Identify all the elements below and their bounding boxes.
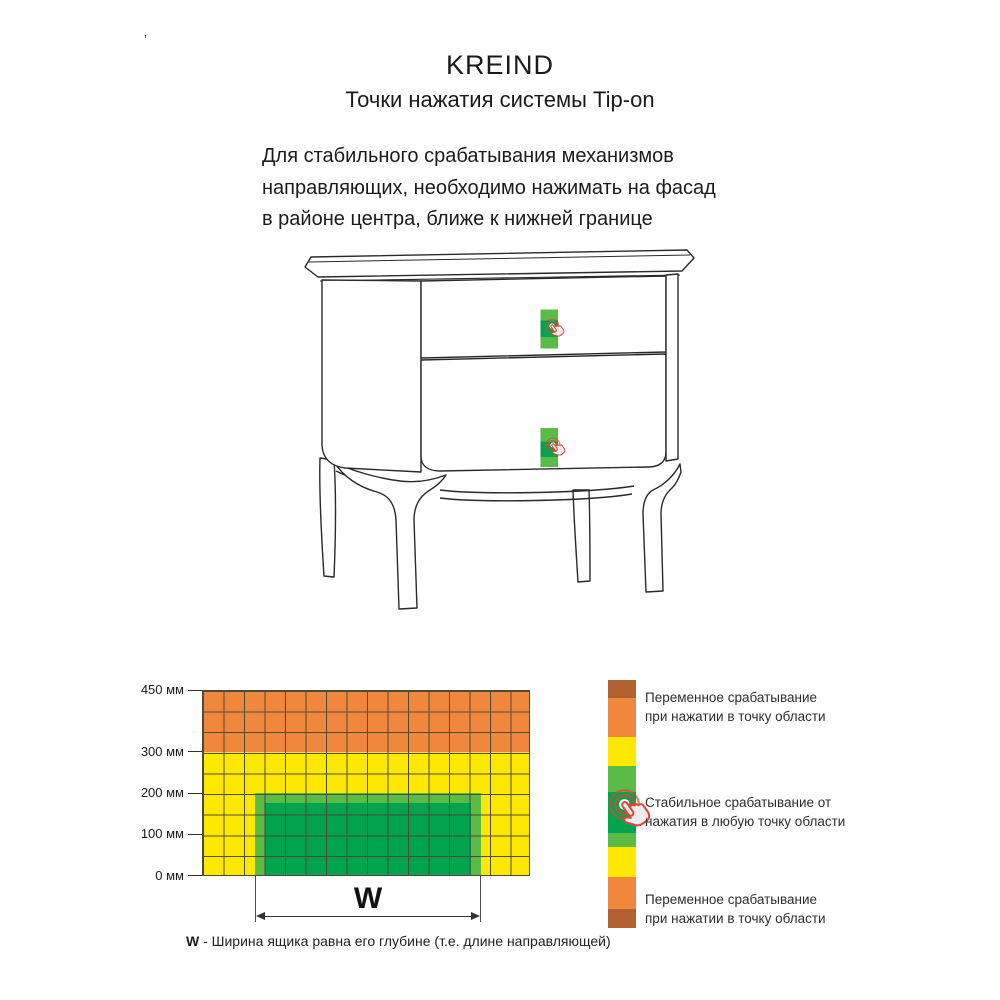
measure-arrow-line (263, 916, 473, 917)
intro-line: Для стабильного срабатывания механизмов (262, 145, 674, 167)
side-panel (322, 280, 421, 472)
chart-caption (186, 933, 611, 949)
right-stile (666, 274, 678, 461)
page-subtitle: Точки нажатия системы Tip-on (345, 87, 655, 112)
legend-entry-variable-top: Переменное срабатывание при нажатии в точку области (645, 690, 826, 724)
leg-back-left (320, 458, 336, 577)
zone-grid (202, 690, 530, 876)
y-tick-label: 0 мм (155, 867, 184, 883)
legend-bar-segment (608, 847, 636, 877)
press-zone-chart (140, 682, 530, 915)
stray-mark: ’ (144, 32, 147, 47)
y-tick-label: 300 мм (140, 743, 184, 759)
table-top (305, 250, 694, 277)
legend-bar-segment (608, 737, 636, 766)
leg-front-left (334, 462, 446, 609)
leg-back-right (573, 490, 590, 582)
y-tick-line (188, 690, 202, 691)
intro-line: направляющих, необходимо нажимать на фасад (262, 176, 716, 199)
page-title: KREIND (445, 50, 554, 80)
legend-entry-variable-bottom: Переменное срабатывание при нажатии в точку области (645, 892, 826, 926)
width-measure-label: W (353, 881, 383, 915)
legend-bar-segment (608, 680, 636, 698)
legend-bar-segment (608, 698, 636, 737)
legend-bar-segment (608, 909, 636, 928)
caption-symbol: W (186, 933, 200, 949)
caption-text: - Ширина ящика равна его глубине (т.е. длине направляющей) (199, 933, 611, 949)
y-tick-line (188, 751, 202, 752)
y-tick-line (188, 834, 202, 835)
leg-front-right (643, 464, 681, 592)
y-tick-line (188, 875, 202, 876)
nightstand-illustration (300, 248, 700, 618)
intro-text (262, 141, 716, 236)
grid-lines (202, 690, 530, 876)
legend-bar-segment (608, 877, 636, 909)
legend-entry-stable: Стабильное срабатывание от нажатия в любую точку области (645, 795, 846, 829)
y-tick-line (188, 793, 202, 794)
y-tick-label: 450 мм (140, 682, 184, 697)
y-tick-label: 100 мм (140, 826, 184, 842)
y-tick-label: 200 мм (140, 785, 184, 801)
intro-line: в районе центра, ближе к нижней границе (262, 208, 653, 230)
